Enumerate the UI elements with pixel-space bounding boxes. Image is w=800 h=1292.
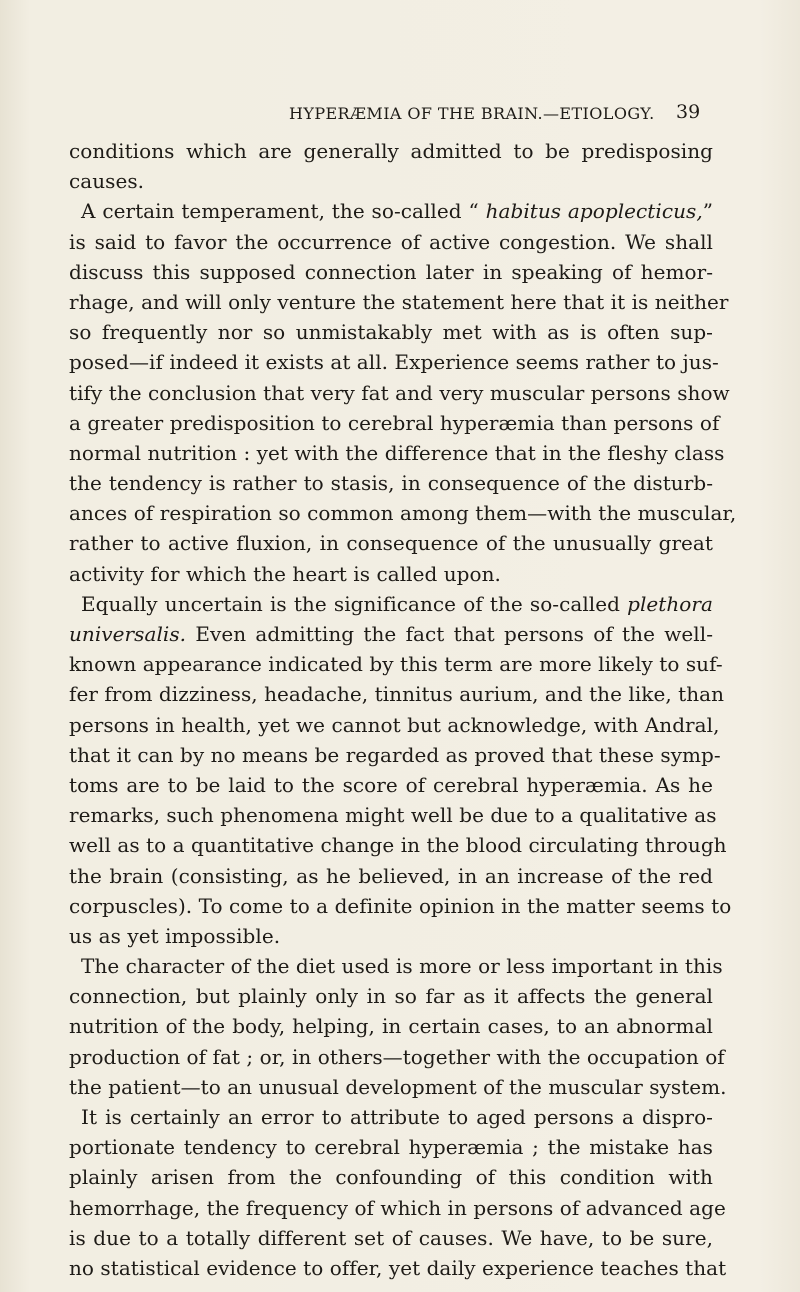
text-line: plainly arisen from the confounding of this condition with: [69, 1165, 713, 1190]
text-line: the patient—to an unusual development of the muscular system.: [69, 1074, 727, 1099]
text-line: the tendency is rather to stasis, in consequence of the disturb-: [69, 471, 713, 496]
running-title: HYPERÆMIA OF THE BRAIN.—ETIOLOGY.: [289, 104, 655, 123]
page-number: 39: [676, 101, 701, 123]
text-line: discuss this supposed connection later in speaking of hemor-: [69, 259, 713, 284]
running-head: [0, 101, 800, 134]
text-line: connection, but plainly only in so far as it affects the general: [69, 984, 713, 1009]
text-line: corpuscles). To come to a definite opinion in the matter seems to: [69, 893, 732, 918]
text-line: conditions which are generally admitted to be predisposing: [69, 139, 713, 163]
text-line: so frequently nor so unmistakably met with as is often sup-: [69, 320, 713, 345]
text-line: A certain temperament, the so-called “ habitus apoplecticus,”: [81, 199, 714, 224]
text-line: is due to a totally different set of causes. We have, to be sure,: [69, 1225, 713, 1250]
text-line: remarks, such phenomena might well be due to a qualitative as: [69, 803, 717, 828]
text-line: Equally uncertain is the significance of the so-called plethora: [81, 591, 713, 616]
text-line: portionate tendency to cerebral hyperæmia ; the mistake has: [69, 1135, 713, 1160]
text-line: ances of respiration so common among them—with the muscular,: [69, 501, 737, 526]
text-line: known appearance indicated by this term are more likely to suf-: [69, 652, 723, 677]
text-line: The character of the diet used is more or less important in this: [81, 954, 723, 979]
text-line: us as yet impossible.: [69, 923, 281, 948]
text-line: well as to a quantitative change in the blood circulating through: [69, 833, 727, 858]
text-line: It is certainly an error to attribute to aged persons a dispro-: [81, 1105, 713, 1129]
text-line: a greater predisposition to cerebral hyperæmia than persons of: [69, 410, 720, 435]
text-line: causes.: [69, 169, 145, 194]
text-line: rhage, and will only venture the statement here that it is neither: [69, 289, 729, 314]
text-line: no statistical evidence to offer, yet daily experience teaches that: [69, 1255, 727, 1280]
text-line: nutrition of the body, helping, in certain cases, to an abnormal: [69, 1014, 713, 1039]
text-line: production of fat ; or, in others—together with the occupation of: [69, 1044, 725, 1069]
text-line: tify the conclusion that very fat and very muscular persons show: [69, 380, 730, 405]
text-line: universalis. Even admitting the fact that persons of the well-: [69, 622, 713, 646]
text-line: posed—if indeed it exists at all. Experience seems rather to jus-: [69, 350, 719, 375]
text-line: that it can by no means be regarded as proved that these symp-: [69, 742, 721, 767]
text-line: toms are to be laid to the score of cerebral hyperæmia. As he: [69, 772, 713, 797]
text-line: rather to active fluxion, in consequence of the unusually great: [69, 531, 713, 556]
text-line: activity for which the heart is called upon.: [69, 561, 501, 586]
text-line: normal nutrition : yet with the difference that in the fleshy class: [69, 440, 725, 465]
text-line: hemorrhage, the frequency of which in persons of advanced age: [69, 1195, 726, 1220]
text-line: fer from dizziness, headache, tinnitus aurium, and the like, than: [69, 682, 725, 707]
text-line: persons in health, yet we cannot but acknowledge, with Andral,: [69, 712, 720, 737]
body-text: [69, 136, 737, 1283]
text-line: the brain (consisting, as he believed, in an increase of the red: [69, 863, 713, 888]
text-line: is said to favor the occurrence of active congestion. We shall: [69, 229, 713, 254]
